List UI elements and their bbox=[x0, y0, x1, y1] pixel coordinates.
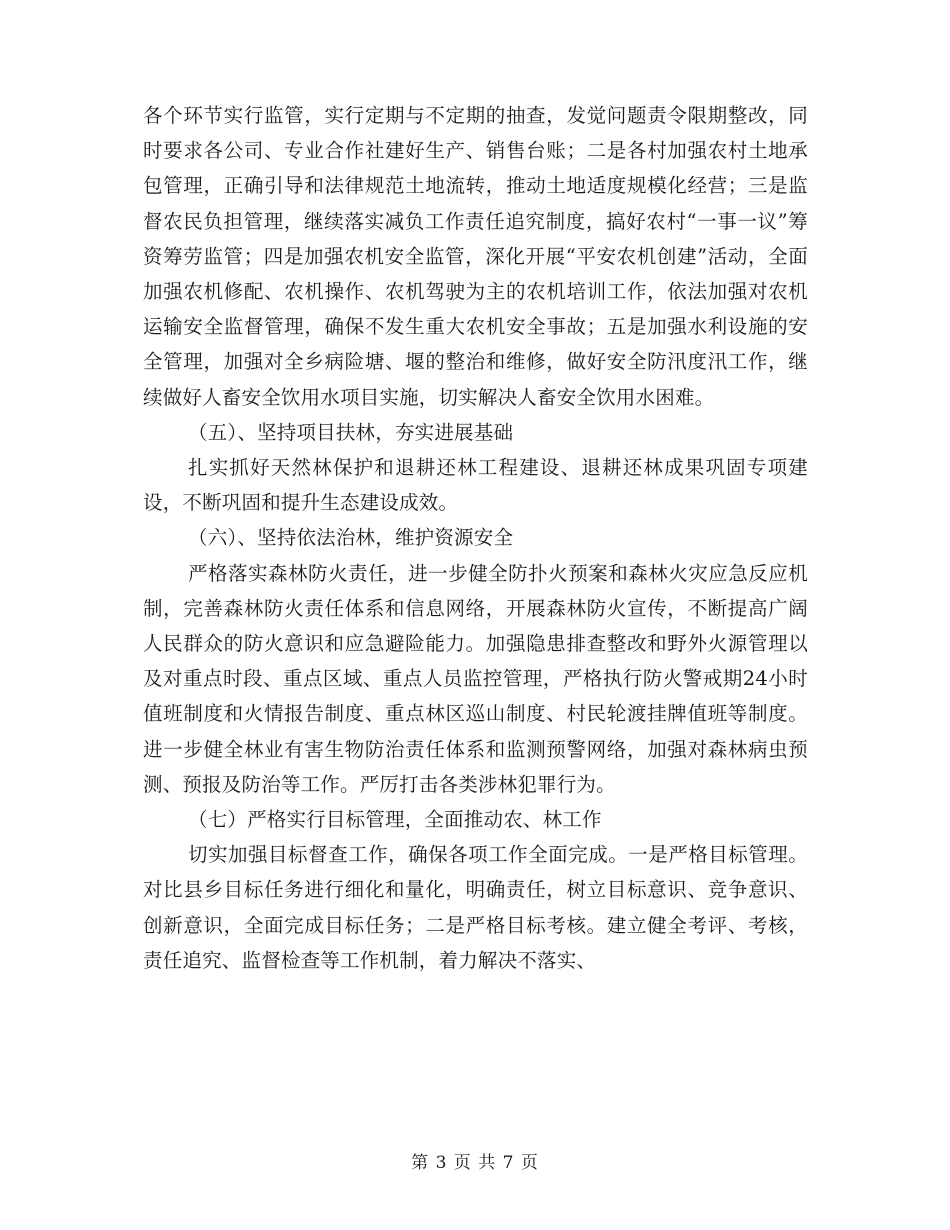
document-body bbox=[143, 98, 808, 978]
section-heading-6: （六）、坚持依法治林，维护资源安全 bbox=[188, 526, 514, 550]
paragraph-2: 扎实抓好天然林保护和退耕还林工程建设、退耕还林成果巩固专项建设，不断巩固和提升生态建设成效。 bbox=[143, 456, 808, 515]
section-heading-7: （七）严格实行目标管理，全面推动农、林工作 bbox=[188, 808, 602, 832]
paragraph-3: 严格落实森林防火责任，进一步健全防扑火预案和森林火灾应急反应机制，完善森林防火责任体系和信息网络，开展森林防火宣传，不断提高广阔人民群众的防火意识和应急避险能力。加强隐患排查整改和野外火源管理以及对重点时段、重点区域、重点人员监控管理，严格执行防火警戒期24小时值班制度和火情报告制度、重点林区巡山制度、村民轮渡挂牌值班等制度。进一步健全林业有害生物防治责任体系和监测预警网络，加强对森林病虫预测、预报及防治等工作。严厉打击各类涉林犯罪行为。 bbox=[143, 561, 808, 796]
section-heading-5: （五）、坚持项目扶林，夯实进展基础 bbox=[188, 420, 514, 444]
page-number-footer: 第 3 页 共 7 页 bbox=[411, 1153, 539, 1173]
paragraph-1: 各个环节实行监管，实行定期与不定期的抽查，发觉问题责令限期整改，同时要求各公司、专业合作社建好生产、销售台账；二是各村加强农村土地承包管理，正确引导和法律规范土地流转，推动土地适度规模化经营；三是监督农民负担管理，继续落实减负工作责任追究制度，搞好农村“一事一议”筹资筹劳监管；四是加强农机安全监管，深化开展“平安农机创建”活动，全面加强农机修配、农机操作、农机驾驶为主的农机培训工作，依法加强对农机运输安全监督管理，确保不发生重大农机安全事故；五是加强水利设施的安全管理，加强对全乡病险塘、堰的整治和维修，做好安全防汛度汛工作，继续做好人畜安全饮用水项目实施，切实解决人畜安全饮用水困难。 bbox=[143, 104, 808, 409]
paragraph-4: 切实加强目标督查工作，确保各项工作全面完成。一是严格目标管理。对比县乡目标任务进行细化和量化，明确责任，树立目标意识、竞争意识、创新意识，全面完成目标任务；二是严格目标考核。建立健全考评、考核，责任追究、监督检查等工作机制，着力解决不落实、 bbox=[143, 843, 808, 972]
